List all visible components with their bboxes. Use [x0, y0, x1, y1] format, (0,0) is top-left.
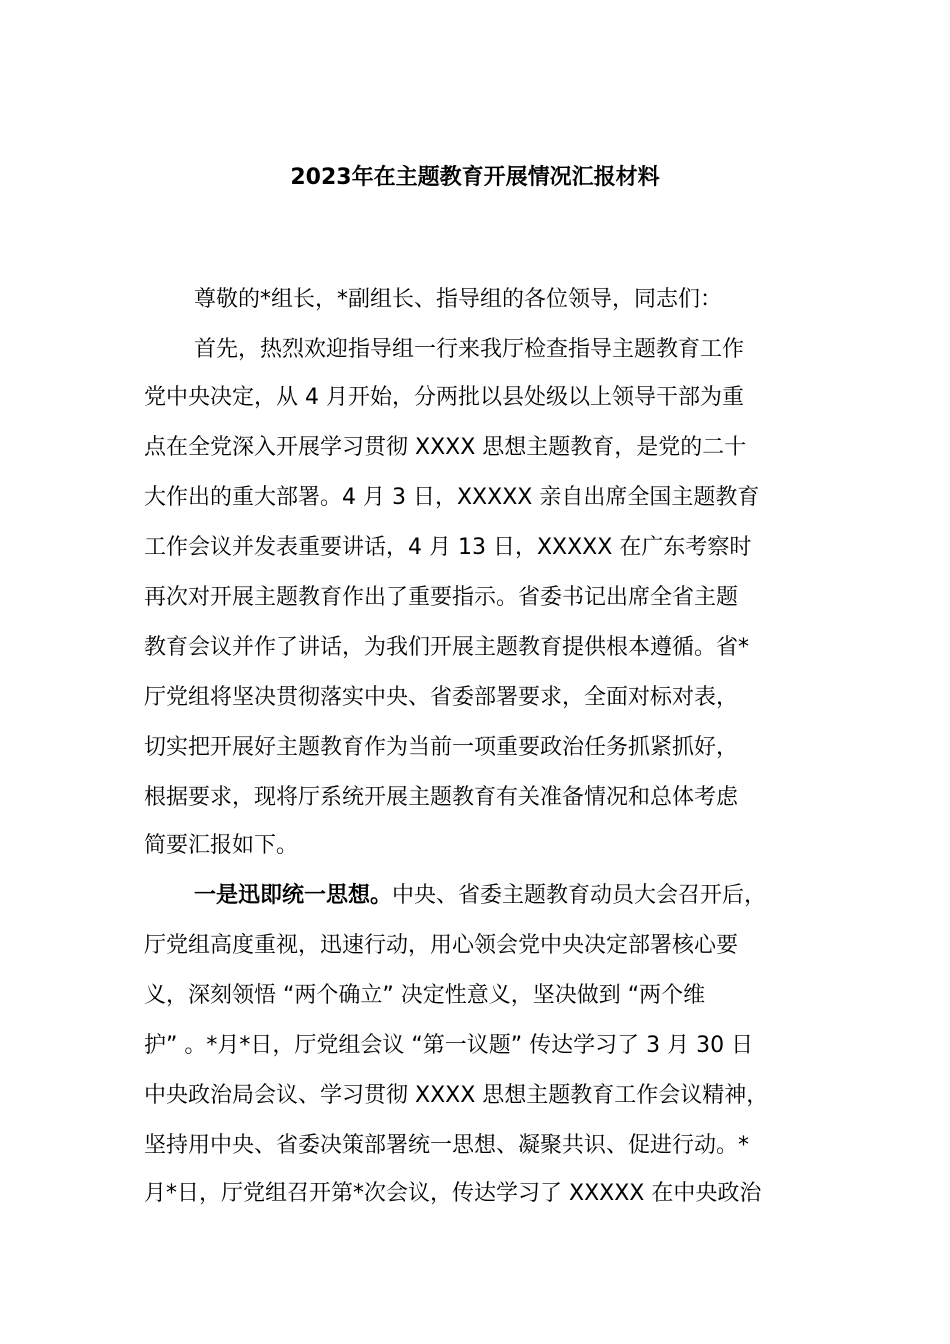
body-line: 再次对开展主题教育作出了重要指示。省委书记出席全省主题: [144, 585, 739, 610]
body-line: 护” 。*月*日，厅党组会议 “第一议题” 传达学习了 3 月 30 日: [144, 1033, 754, 1058]
body-line: 工作会议并发表重要讲话，4 月 13 日，XXXXX 在广东考察时: [144, 535, 752, 560]
body-line: 中央政治局会议、学习贯彻 XXXX 思想主题教育工作会议精神，: [144, 1083, 769, 1108]
body-line: 大作出的重大部署。4 月 3 日，XXXXX 亲自出席全国主题教育: [144, 485, 760, 510]
section1-lead: 一是迅即统一思想。: [194, 883, 393, 908]
body-line: 简要汇报如下。: [144, 833, 299, 858]
body-line: 切实把开展好主题教育作为当前一项重要政治任务抓紧抓好，: [144, 735, 739, 760]
body-line: 月*日，厅党组召开第*次会议，传达学习了 XXXXX 在中央政治: [144, 1181, 762, 1206]
body-line: 教育会议并作了讲话，为我们开展主题教育提供根本遵循。省*: [144, 635, 750, 660]
section1-first-line: [194, 878, 814, 914]
body-line: 义，深刻领悟 “两个确立” 决定性意义，坚决做到 “两个维: [144, 983, 706, 1008]
body-line: 点在全党深入开展学习贯彻 XXXX 思想主题教育，是党的二十: [144, 435, 747, 460]
salutation: 尊敬的*组长，*副组长、指导组的各位领导，同志们：: [194, 287, 723, 312]
body-line: 党中央决定，从 4 月开始，分两批以县处级以上领导干部为重: [144, 385, 744, 410]
body-line: 厅党组将坚决贯彻落实中央、省委部署要求，全面对标对表，: [144, 685, 739, 710]
section1-first-text: 中央、省委主题教育动员大会召开后，: [392, 883, 767, 908]
body-line: 坚持用中央、省委决策部署统一思想、凝聚共识、促进行动。*: [144, 1133, 750, 1158]
body-line: 根据要求，现将厅系统开展主题教育有关准备情况和总体考虑: [144, 785, 739, 810]
document-title: 2023年在主题教育开展情况汇报材料: [290, 165, 660, 190]
body-line: 首先，热烈欢迎指导组一行来我厅检查指导主题教育工作: [194, 337, 745, 362]
body-line: 厅党组高度重视，迅速行动，用心领会党中央决定部署核心要: [144, 933, 739, 958]
